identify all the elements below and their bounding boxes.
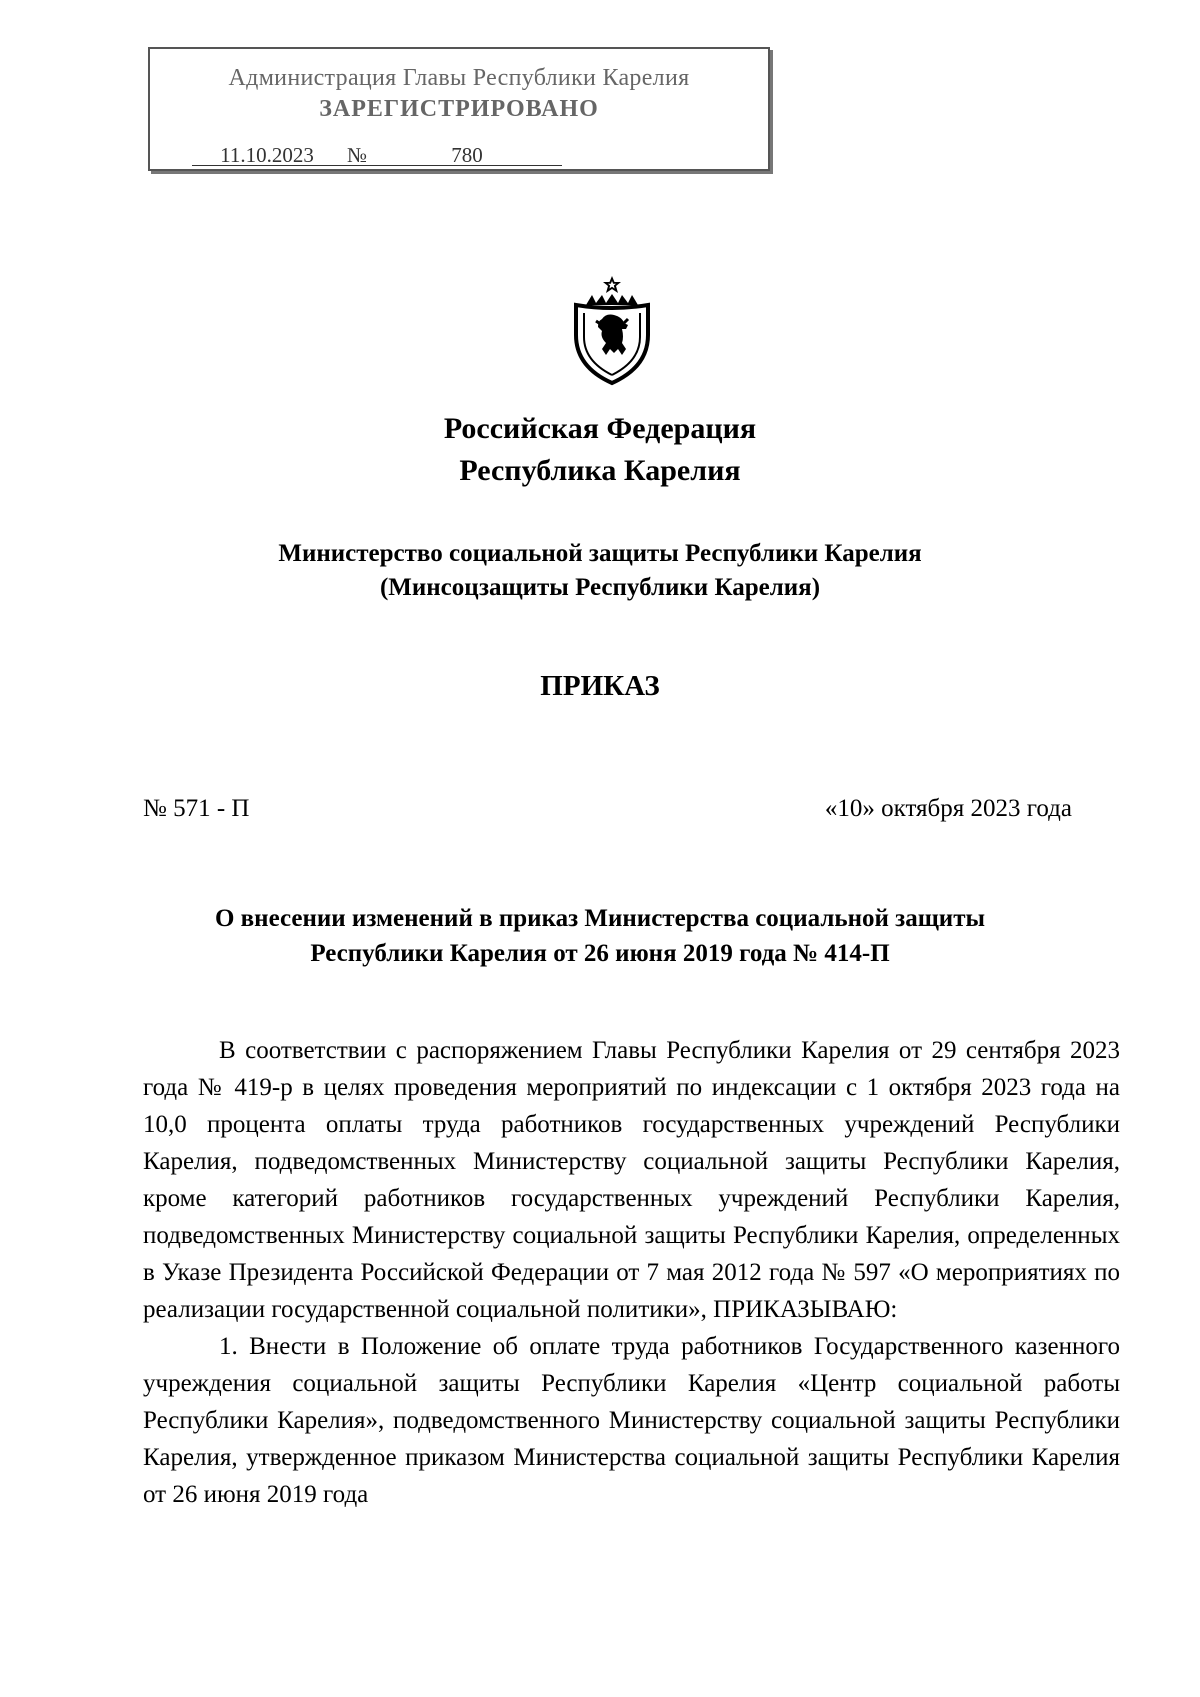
ministry-name: Министерство социальной защиты Республики Карелия bbox=[278, 540, 922, 567]
stamp-registration-line bbox=[192, 143, 562, 168]
stamp-organization: Администрация Главы Республики Карелия bbox=[228, 65, 690, 91]
star-icon bbox=[603, 276, 621, 293]
stamp-status: ЗАРЕГИСТРИРОВАНО bbox=[319, 96, 599, 122]
ministry-short-name: (Минсоцзащиты Республики Карелия) bbox=[379, 574, 821, 601]
subject-line-1: О внесении изменений в приказ Министерства социальной защиты bbox=[214, 905, 986, 932]
document-body bbox=[143, 1032, 1120, 1513]
registration-stamp bbox=[148, 47, 770, 171]
coat-of-arms-karelia-icon bbox=[566, 275, 658, 387]
order-number: № 571 - П bbox=[143, 795, 250, 822]
subject-line-2: Республики Карелия от 26 июня 2019 года № 414-П bbox=[310, 940, 890, 967]
order-date: «10» октября 2023 года bbox=[824, 795, 1072, 822]
stamp-date: 11.10.2023 bbox=[192, 145, 342, 166]
republic-title: Республика Карелия bbox=[459, 454, 741, 487]
stamp-number: 780 bbox=[372, 145, 562, 166]
country-title: Российская Федерация bbox=[443, 412, 757, 445]
stamp-number-label: № bbox=[342, 145, 372, 166]
document-type: ПРИКАЗ bbox=[540, 670, 660, 702]
body-paragraph-2: 1. Внести в Положение об оплате труда работников Государственного казенного учреждения социальной защиты Республики Карелия «Центр социальной работы Республики Карелия», подведомственного Министерству социальной защиты Республики Карелия, утвержденное приказом Министерства социальной защиты Республики Карелия от 26 июня 2019 года bbox=[143, 1333, 1120, 1508]
body-paragraph-1: В соответствии с распоряжением Главы Республики Карелия от 29 сентября 2023 года № 419-р в целях проведения мероприятий по индексации с 1 октября 2023 года на 10,0 процента оплаты труда работников государственных учреждений Республики Карелия, подведомственных Министерству социальной защиты Республики Карелия, кроме категорий работников государственных учреждений Республики Карелия, подведомственных Министерству социальной защиты Республики Карелия, определенных в Указе Президента Российской Федерации от 7 мая 2012 года № 597 «О мероприятиях по реализации государственной социальной политики», ПРИКАЗЫВАЮ: bbox=[143, 1037, 1120, 1323]
